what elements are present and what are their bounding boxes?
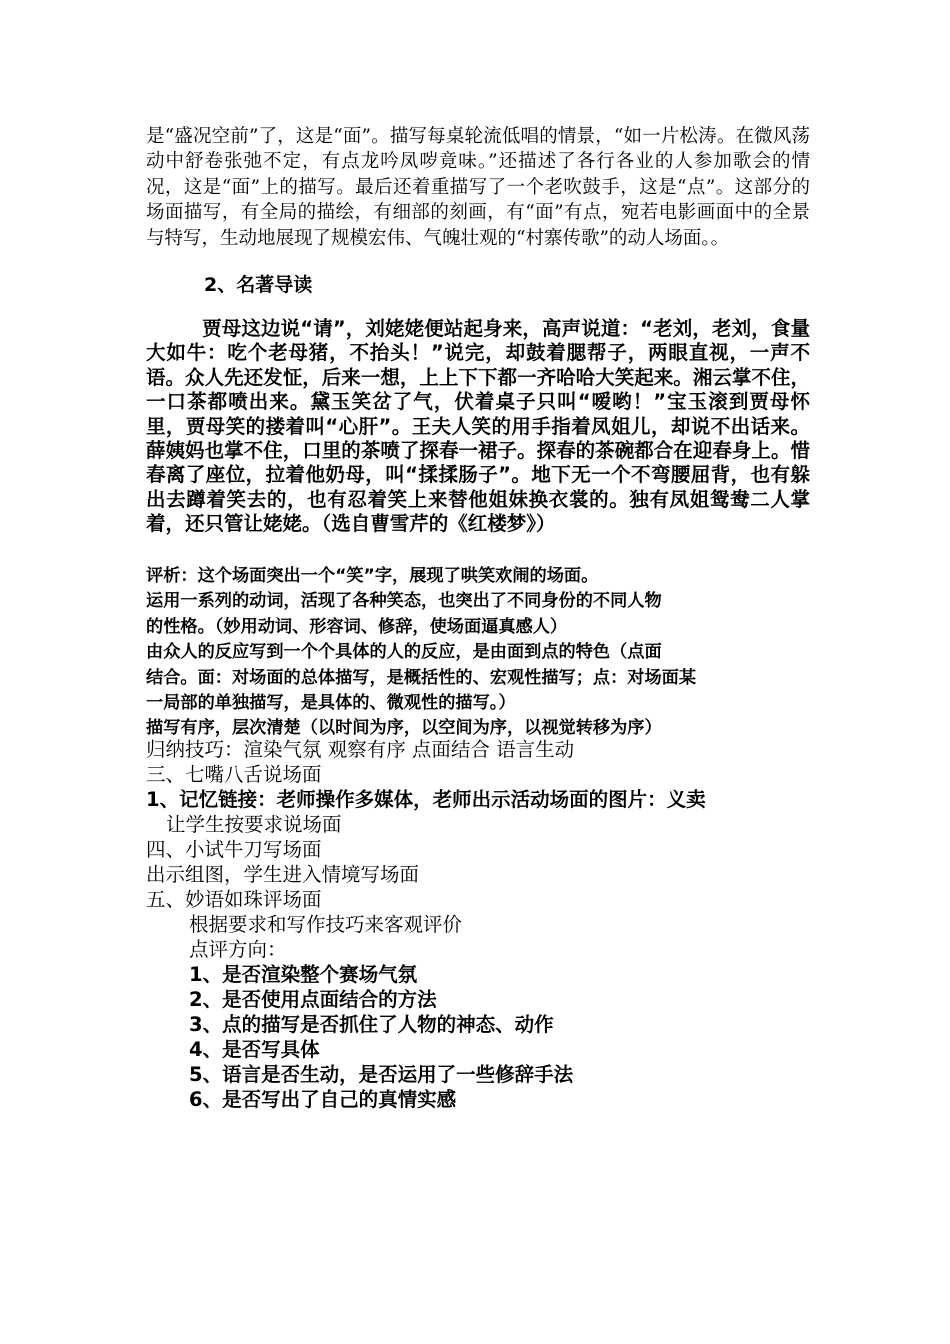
part5-text: 根据要求和写作技巧来客观评价 (189, 913, 463, 936)
part4-title: 四、小试牛刀写场面 (146, 838, 322, 861)
part4-text: 出示组图，学生进入情境写场面 (146, 863, 420, 886)
part5-title: 五、妙语如珠评场面 (146, 888, 322, 911)
criteria-item: 1、是否渲染整个赛场气氛 (189, 963, 418, 986)
scene-analysis-paragraph: 是“盛况空前”了，这是“面”。描写每桌轮流低唱的情景，“如一片松涛。在微风荡动中舒卷张弛不定，有点龙吟凤哕竟味。”还描述了各行各业的人参加歌会的情况，这是“面”上的描写。最后还着重描写了一个老吹鼓手，这是“点”。这部分的场面描写，有全局的描绘，有细部的刻画，有“面”有点，宛若电影画面中的全景与特写，生动地展现了规模宏伟、气魄壮观的“村寨传歌”的动人场面。。 (146, 126, 810, 249)
commentary-line: 的性格。（妙用动词、形容词、修辞，使场面逼真感人） (146, 616, 568, 637)
classic-excerpt-paragraph (146, 317, 810, 537)
commentary-line: 运用一系列的动词，活现了各种笑态，也突出了不同身份的不同人物 (146, 591, 662, 612)
criteria-label: 点评方向： (189, 938, 287, 961)
commentary-line: 结合。面：对场面的总体描写，是概括性的、宏观性描写；点：对场面某 (146, 667, 697, 688)
skills-summary: 归纳技巧：渲染气氛 观察有序 点面结合 语言生动 (146, 738, 575, 761)
classic-excerpt-text: 贾母这边说“请”，刘姥姥便站起身来，高声说道：“老刘，老刘，食量大如牛：吃个老母猪，不抬头！”说完，却鼓着腮帮子，两眼直视，一声不语。众人先还发怔，后来一想，上上下下都一齐哈哈大笑起来。湘云掌不住，一口茶都喷出来。黛玉笑岔了气，伏着桌子只叫“嗳哟！”宝玉滚到贾母怀里，贾母笑的搂着叫“心肝”。王夫人笑的用手指着凤姐儿，却说不出话来。薛姨妈也掌不住，口里的茶喷了探春一裙子。探春的茶碗都合在迎春身上。惜春离了座位，拉着他奶母，叫“揉揉肠子”。地下无一个不弯腰屈背，也有躲出去蹲着笑去的，也有忍着笑上来替他姐妹换衣裳的。独有凤姐鸳鸯二人掌着，还只管让姥姥。（选自曹雪芹的《红楼梦》） (146, 317, 810, 536)
criteria-item: 6、是否写出了自己的真情实感 (189, 1088, 457, 1111)
memory-link-continuation: 让学生按要求说场面 (166, 813, 342, 836)
memory-link-text: 1、记忆链接：老师操作多媒体，老师出示活动场面的图片：义卖 (146, 788, 706, 811)
criteria-item: 2、是否使用点面结合的方法 (189, 988, 437, 1011)
criteria-item: 4、是否写具体 (189, 1038, 320, 1061)
commentary-line: 一局部的单独描写，是具体的、微观性的描写。） (146, 693, 516, 714)
criteria-item: 5、语言是否生动，是否运用了一些修辞手法 (189, 1063, 574, 1086)
criteria-item: 3、点的描写是否抓住了人物的神态、动作 (189, 1013, 554, 1036)
commentary-line: 评析：这个场面突出一个“笑”字，展现了哄笑欢闹的场面。 (146, 566, 599, 586)
section-heading: 2、名著导读 (204, 274, 313, 296)
part3-title: 三、七嘴八舌说场面 (146, 763, 322, 786)
commentary-block (146, 564, 810, 742)
commentary-line: 由众人的反应写到一个个具体的人的反应，是由面到点的特色（点面 (146, 642, 662, 663)
commentary-line: 描写有序，层次清楚（以时间为序，以空间为序，以视觉转移为序） (146, 718, 662, 739)
